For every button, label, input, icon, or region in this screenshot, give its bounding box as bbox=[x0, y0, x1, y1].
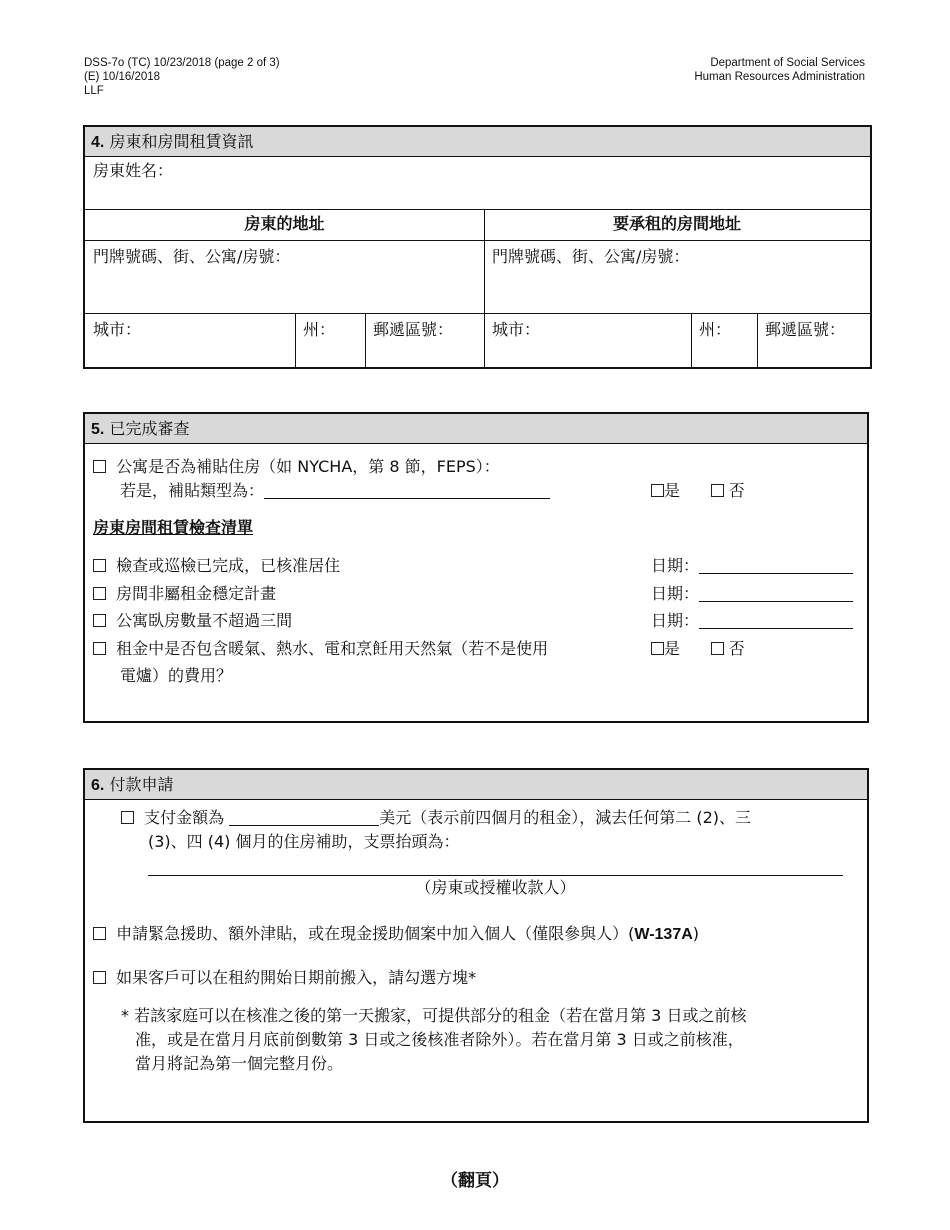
utilities-checkbox[interactable] bbox=[93, 642, 106, 655]
section-4-title: 4. 房東和房間租賃資訊 bbox=[85, 127, 870, 157]
checklist-item-rent-stabilized: 房間非屬租金穩定計畫 bbox=[93, 581, 276, 604]
section-4-landlord-info bbox=[83, 125, 872, 369]
landlord-name-field[interactable] bbox=[85, 155, 870, 209]
utilities-yes-checkbox[interactable] bbox=[651, 642, 664, 655]
inspection-date: 日期： bbox=[651, 553, 853, 576]
inspection-date-input[interactable] bbox=[699, 559, 853, 574]
room-address-header: 要承租的房間地址 bbox=[612, 214, 741, 233]
checklist-item-bedrooms: 公寓臥房數量不超過三間 bbox=[93, 608, 292, 631]
inspection-checkbox[interactable] bbox=[93, 559, 106, 572]
landlord-city-field[interactable] bbox=[85, 314, 295, 369]
room-street-field[interactable] bbox=[484, 241, 870, 313]
section-6-payment-request bbox=[83, 768, 869, 1123]
emergency-assistance-checkbox[interactable] bbox=[93, 927, 106, 940]
landlord-state-field[interactable] bbox=[295, 314, 365, 369]
payee-caption: （房東或授權收款人） bbox=[415, 878, 576, 897]
payment-amount-input[interactable] bbox=[229, 811, 379, 826]
checklist-title: 房東房間租賃檢查清單 bbox=[93, 518, 254, 537]
move-in-checkbox[interactable] bbox=[93, 971, 106, 984]
checklist-item-inspection: 檢查或巡檢已完成，已核准居住 bbox=[93, 553, 340, 576]
rent-stabilized-date: 日期： bbox=[651, 581, 853, 604]
form-id-line: DSS-7o (TC) 10/23/2018 (page 2 of 3) bbox=[84, 57, 280, 69]
room-state-field[interactable] bbox=[691, 314, 757, 369]
utilities-yes-no: 是 否 bbox=[651, 636, 745, 659]
bedrooms-date: 日期： bbox=[651, 608, 853, 631]
agency-division: Human Resources Administration bbox=[694, 71, 865, 83]
landlord-street-field[interactable] bbox=[85, 241, 484, 313]
landlord-name-label: 房東姓名： bbox=[93, 161, 174, 180]
landlord-address-header: 房東的地址 bbox=[244, 214, 325, 233]
room-city-label: 城市： bbox=[492, 320, 541, 339]
form-w137a: W-137A bbox=[634, 926, 693, 943]
subsidized-checkbox[interactable] bbox=[93, 460, 106, 473]
agency-block bbox=[694, 56, 865, 84]
form-id-block bbox=[84, 56, 280, 98]
move-in-row: 如果客戶可以在租約開始日期前搬入，請勾選方塊* bbox=[93, 966, 476, 990]
emergency-assistance-row: 申請緊急援助、額外津貼，或在現金援助個案中加入個人（僅限參與人）(W-137A) bbox=[93, 922, 699, 947]
subsidized-yes-checkbox[interactable] bbox=[651, 484, 664, 497]
rent-stabilized-date-input[interactable] bbox=[699, 587, 853, 602]
subsidized-question: 公寓是否為補貼住房（如 NYCHA，第 8 節，FEPS）： bbox=[93, 454, 500, 477]
section-5-review bbox=[83, 412, 869, 723]
utilities-question-cont: 電爐）的費用？ bbox=[120, 666, 233, 685]
rent-stabilized-checkbox[interactable] bbox=[93, 587, 106, 600]
section-5-title: 5. 已完成審查 bbox=[85, 414, 867, 444]
landlord-street-label: 門牌號碼、街、公寓/房號： bbox=[93, 247, 291, 266]
room-city-field[interactable] bbox=[484, 314, 691, 369]
landlord-zip-label: 郵遞區號： bbox=[373, 320, 454, 339]
payment-checkbox[interactable] bbox=[121, 811, 134, 824]
utilities-question: 租金中是否包含暖氣、熱水、電和烹飪用天然氣（若不是使用 bbox=[93, 636, 548, 659]
subsidy-type-input[interactable] bbox=[264, 484, 550, 499]
agency-name: Department of Social Services bbox=[710, 57, 865, 69]
bedrooms-date-input[interactable] bbox=[699, 614, 853, 629]
bedrooms-checkbox[interactable] bbox=[93, 614, 106, 627]
utilities-no-checkbox[interactable] bbox=[711, 642, 724, 655]
form-code-line: LLF bbox=[84, 85, 104, 97]
room-zip-label: 郵遞區號： bbox=[765, 320, 846, 339]
landlord-zip-field[interactable] bbox=[365, 314, 484, 369]
move-in-note: * 若該家庭可以在核准之後的第一天搬家，可提供部分的租金（若在當月第 3 日或之前核 准，或是在當月月底前倒數第 3 日或之後核准者除外）。若在當月第 3 日或之前核准， 當月將記為第一個完整月份。 bbox=[121, 1006, 747, 1073]
room-street-label: 門牌號碼、街、公寓/房號： bbox=[492, 247, 690, 266]
room-zip-field[interactable] bbox=[757, 314, 870, 369]
subsidy-type-row: 若是，補貼類型為： bbox=[120, 478, 550, 501]
payment-amount-row: 支付金額為 美元（表示前四個月的租金），減去任何第二 (2)、三 bbox=[121, 806, 751, 830]
subsidized-yes-no: 是 否 bbox=[651, 478, 745, 501]
payment-amount-row-cont: (3)、四 (4) 個月的住房補助，支票抬頭為： bbox=[148, 832, 460, 851]
subsidized-no-checkbox[interactable] bbox=[711, 484, 724, 497]
turn-page-label: （翻頁） bbox=[441, 1171, 509, 1191]
room-state-label: 州： bbox=[699, 320, 732, 339]
landlord-state-label: 州： bbox=[303, 320, 336, 339]
section-6-title: 6. 付款申請 bbox=[85, 770, 867, 800]
landlord-city-label: 城市： bbox=[93, 320, 142, 339]
form-date-line: (E) 10/16/2018 bbox=[84, 71, 161, 83]
